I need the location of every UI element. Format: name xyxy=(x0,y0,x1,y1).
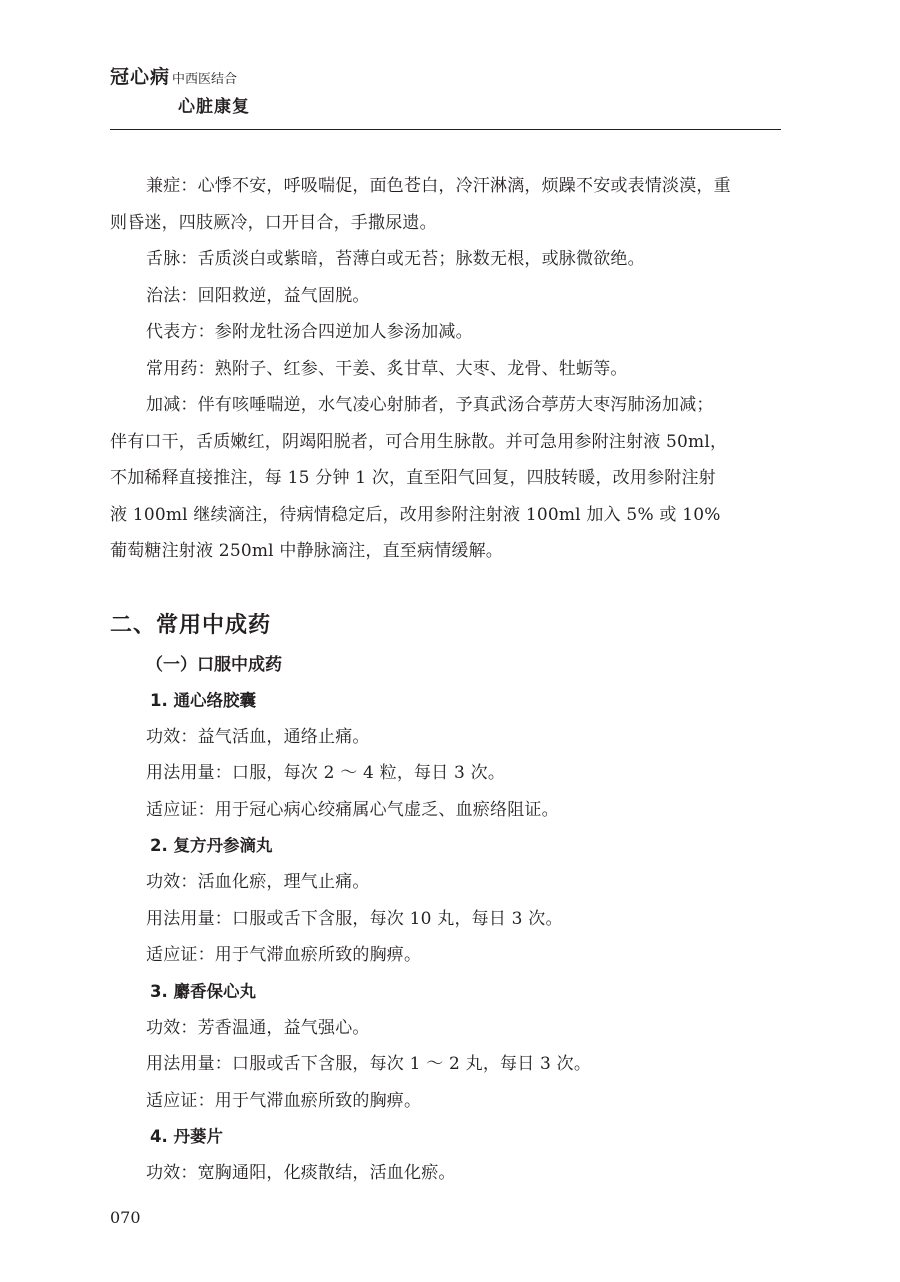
item-indication: 适应证：用于气滞血瘀所致的胸痹。 xyxy=(146,945,422,965)
header-rule xyxy=(110,129,781,130)
item-indication: 适应证：用于气滞血瘀所致的胸痹。 xyxy=(146,1090,422,1111)
item-title: 4. 丹蒌片 xyxy=(150,1127,223,1146)
item-usage: 用法用量：口服，每次 2 ～ 4 粒，每日 3 次。 xyxy=(146,763,506,783)
paragraph-symptoms-line1: 兼症：心悸不安，呼吸喘促，面色苍白，冷汗淋漓，烦躁不安或表情淡漠，重 xyxy=(146,176,731,196)
paragraph-modification-line5: 葡萄糖注射液 250ml 中静脉滴注，直至病情缓解。 xyxy=(110,541,504,561)
page-content xyxy=(110,168,784,1192)
item-efficacy: 功效：芳香温通，益气强心。 xyxy=(146,1017,370,1038)
book-subtitle: 中西医结合 xyxy=(172,72,238,87)
paragraph-common-drugs: 常用药：熟附子、红参、干姜、炙甘草、大枣、龙骨、牡蛎等。 xyxy=(146,358,628,379)
paragraph-symptoms-line2: 则昏迷，四肢厥冷，口开目合，手撒尿遗。 xyxy=(110,212,437,233)
paragraph-modification-line1: 加减：伴有咳唾喘逆，水气凌心射肺者，予真武汤合葶苈大枣泻肺汤加减； xyxy=(146,395,714,415)
item-efficacy: 功效：益气活血，通络止痛。 xyxy=(146,726,370,747)
paragraph-modification-line3: 不加稀释直接推注，每 15 分钟 1 次，直至阳气回复，四肢转暖，改用参附注射 xyxy=(110,468,716,488)
paragraph-tongue-pulse: 舌脉：舌质淡白或紫暗，苔薄白或无苔；脉数无根，或脉微欲绝。 xyxy=(146,249,645,269)
item-title: 1. 通心络胶囊 xyxy=(150,690,256,710)
page-number: 070 xyxy=(110,1208,141,1227)
running-header xyxy=(110,62,237,89)
item-efficacy: 功效：宽胸通阳，化痰散结，活血化瘀。 xyxy=(146,1163,456,1183)
item-usage: 用法用量：口服或舌下含服，每次 1 ～ 2 丸，每日 3 次。 xyxy=(146,1054,592,1074)
paragraph-treatment: 治法：回阳救逆，益气固脱。 xyxy=(146,285,370,306)
item-title: 2. 复方丹参滴丸 xyxy=(150,836,273,855)
paragraph-modification-line2: 伴有口干，舌质嫩红，阴竭阳脱者，可合用生脉散。并可急用参附注射液 50ml， xyxy=(110,431,728,452)
item-title: 3. 麝香保心丸 xyxy=(150,981,256,1001)
book-title-line2: 心脏康复 xyxy=(178,97,250,117)
item-usage: 用法用量：口服或舌下含服，每次 10 丸，每日 3 次。 xyxy=(146,908,563,929)
item-indication: 适应证：用于冠心病心绞痛属心气虚乏、血瘀络阻证。 xyxy=(146,799,559,820)
paragraph-modification-line4: 液 100ml 继续滴注，待病情稳定后，改用参附注射液 100ml 加入 5% 或 10% xyxy=(110,504,721,525)
book-title: 冠心病 xyxy=(110,66,171,88)
section-title: 二、常用中成药 xyxy=(110,612,272,638)
subsection-title: （一）口服中成药 xyxy=(146,654,282,675)
item-efficacy: 功效：活血化瘀，理气止痛。 xyxy=(146,872,370,892)
paragraph-formula: 代表方：参附龙牡汤合四逆加人参汤加减。 xyxy=(146,322,473,342)
